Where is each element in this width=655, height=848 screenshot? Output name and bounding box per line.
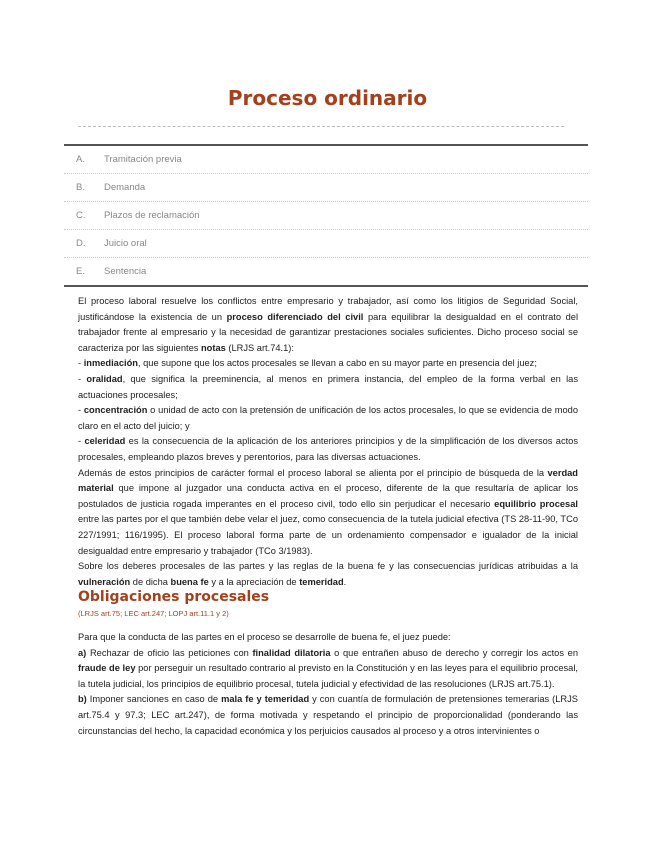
toc-label[interactable]: Demanda <box>104 182 146 193</box>
toc-letter: C. <box>76 210 86 221</box>
toc-item-c[interactable] <box>64 202 588 230</box>
toc-item-d[interactable] <box>64 230 588 258</box>
intro-text <box>78 294 578 590</box>
item-b: b) Imponer sanciones en caso de mala fe y temeridad y con cuantía de formulación de pretensiones temerarias (LRJS art.75.4 y 97.3; LEC art.247), de forma motivada y respetando el principio de proporcionalidad (ponderando las circunstancias del hecho, la capacidad económica y los perjuicios causados al proceso y a otros intervinientes o <box>78 694 578 736</box>
table-of-contents <box>64 144 588 287</box>
toc-label[interactable]: Tramitación previa <box>104 154 182 165</box>
buena-fe-paragraph: Sobre los deberes procesales de las partes y las reglas de la buena fe y las consecuencias jurídicas atribuidas a la vulneración de dicha buena fe y a la apreciación de temeridad. <box>78 561 578 587</box>
bullet-oralidad: - oralidad, que significa la preeminencia, al menos en primera instancia, del empleo de la forma verbal en las actuaciones procesales; <box>78 373 579 400</box>
bullet-inmediacion: - inmediación, que supone que los actos procesales se llevan a cabo en su mayor parte en presencia del juez; <box>78 358 537 369</box>
toc-letter: D. <box>76 238 86 249</box>
item-a: a) Rechazar de oficio las peticiones con finalidad dilatoria o que entrañen abuso de derecho y corregir los actos en fraude de ley por perseguir un resultado contrario al previsto en la Constitución y en las leyes para el equilibrio procesal, la tutela judicial, los principios de equilibrio procesal, tutela judicial y efectividad de las resoluciones (LRJS art.75.1). <box>78 647 578 689</box>
bullet-concentracion: - concentración o unidad de acto con la pretensión de unificación de los actos procesales, lo que se evidencia de modo claro en el acto del juicio; y <box>78 405 579 431</box>
toc-item-e[interactable] <box>64 258 588 285</box>
bullet-celeridad: - celeridad es la consecuencia de la aplicación de los anteriores principios y de la simplificación de los diversos actos procesales, empleando plazos breves y perentorios, para las diversas actuaciones. <box>78 436 579 462</box>
verdad-material-paragraph: Además de estos principios de carácter formal el proceso laboral se alienta por el principio de búsqueda de la verdad material que impone al juzgador una conducta activa en el proceso, diferente de la que resultaría de aplicar los postulados de justicia rogada imperantes en el proceso civil, todo ello sin perjudicar el necesario equilibrio procesal entre las partes por el que también debe velar el juez, como consecuencia de la tutela judicial efectiva (TS 28-11-90, TCo 227/1991; 116/1995). El proceso laboral forma parte de un ordenamiento compensador e igualador de la inicial desigualdad entre empresario y trabajador (TCo 3/1983). <box>78 467 578 556</box>
toc-label[interactable]: Sentencia <box>104 266 147 277</box>
toc-item-b[interactable] <box>64 174 588 202</box>
title-divider <box>78 126 564 127</box>
section-intro: Para que la conducta de las partes en el proceso se desarrolle de buena fe, el juez puede: <box>78 632 451 642</box>
toc-letter: B. <box>76 182 85 193</box>
toc-letter: A. <box>76 154 85 165</box>
toc-item-a[interactable] <box>64 146 588 174</box>
toc-label[interactable]: Plazos de reclamación <box>104 210 200 221</box>
intro-paragraph: El proceso laboral resuelve los conflictos entre empresario y trabajador, así como los litigios de Seguridad Social, justificándose la existencia de un proceso diferenciado del civil para equilibrar la desigualdad en el contrato del trabajador frente al empresario y la necesidad de garantizar prestaciones sociales suficientes. Dicho proceso social se caracteriza por las siguientes notas (LRJS art.74.1): <box>78 296 579 353</box>
page-title: Proceso ordinario <box>227 86 428 110</box>
toc-letter: E. <box>76 266 85 277</box>
section-references: (LRJS art.75; LEC art.247; LOPJ art.11.1 y 2) <box>78 609 229 618</box>
section-heading: Obligaciones procesales <box>78 589 270 605</box>
toc-label[interactable]: Juicio oral <box>104 238 147 249</box>
section-text <box>78 630 578 739</box>
